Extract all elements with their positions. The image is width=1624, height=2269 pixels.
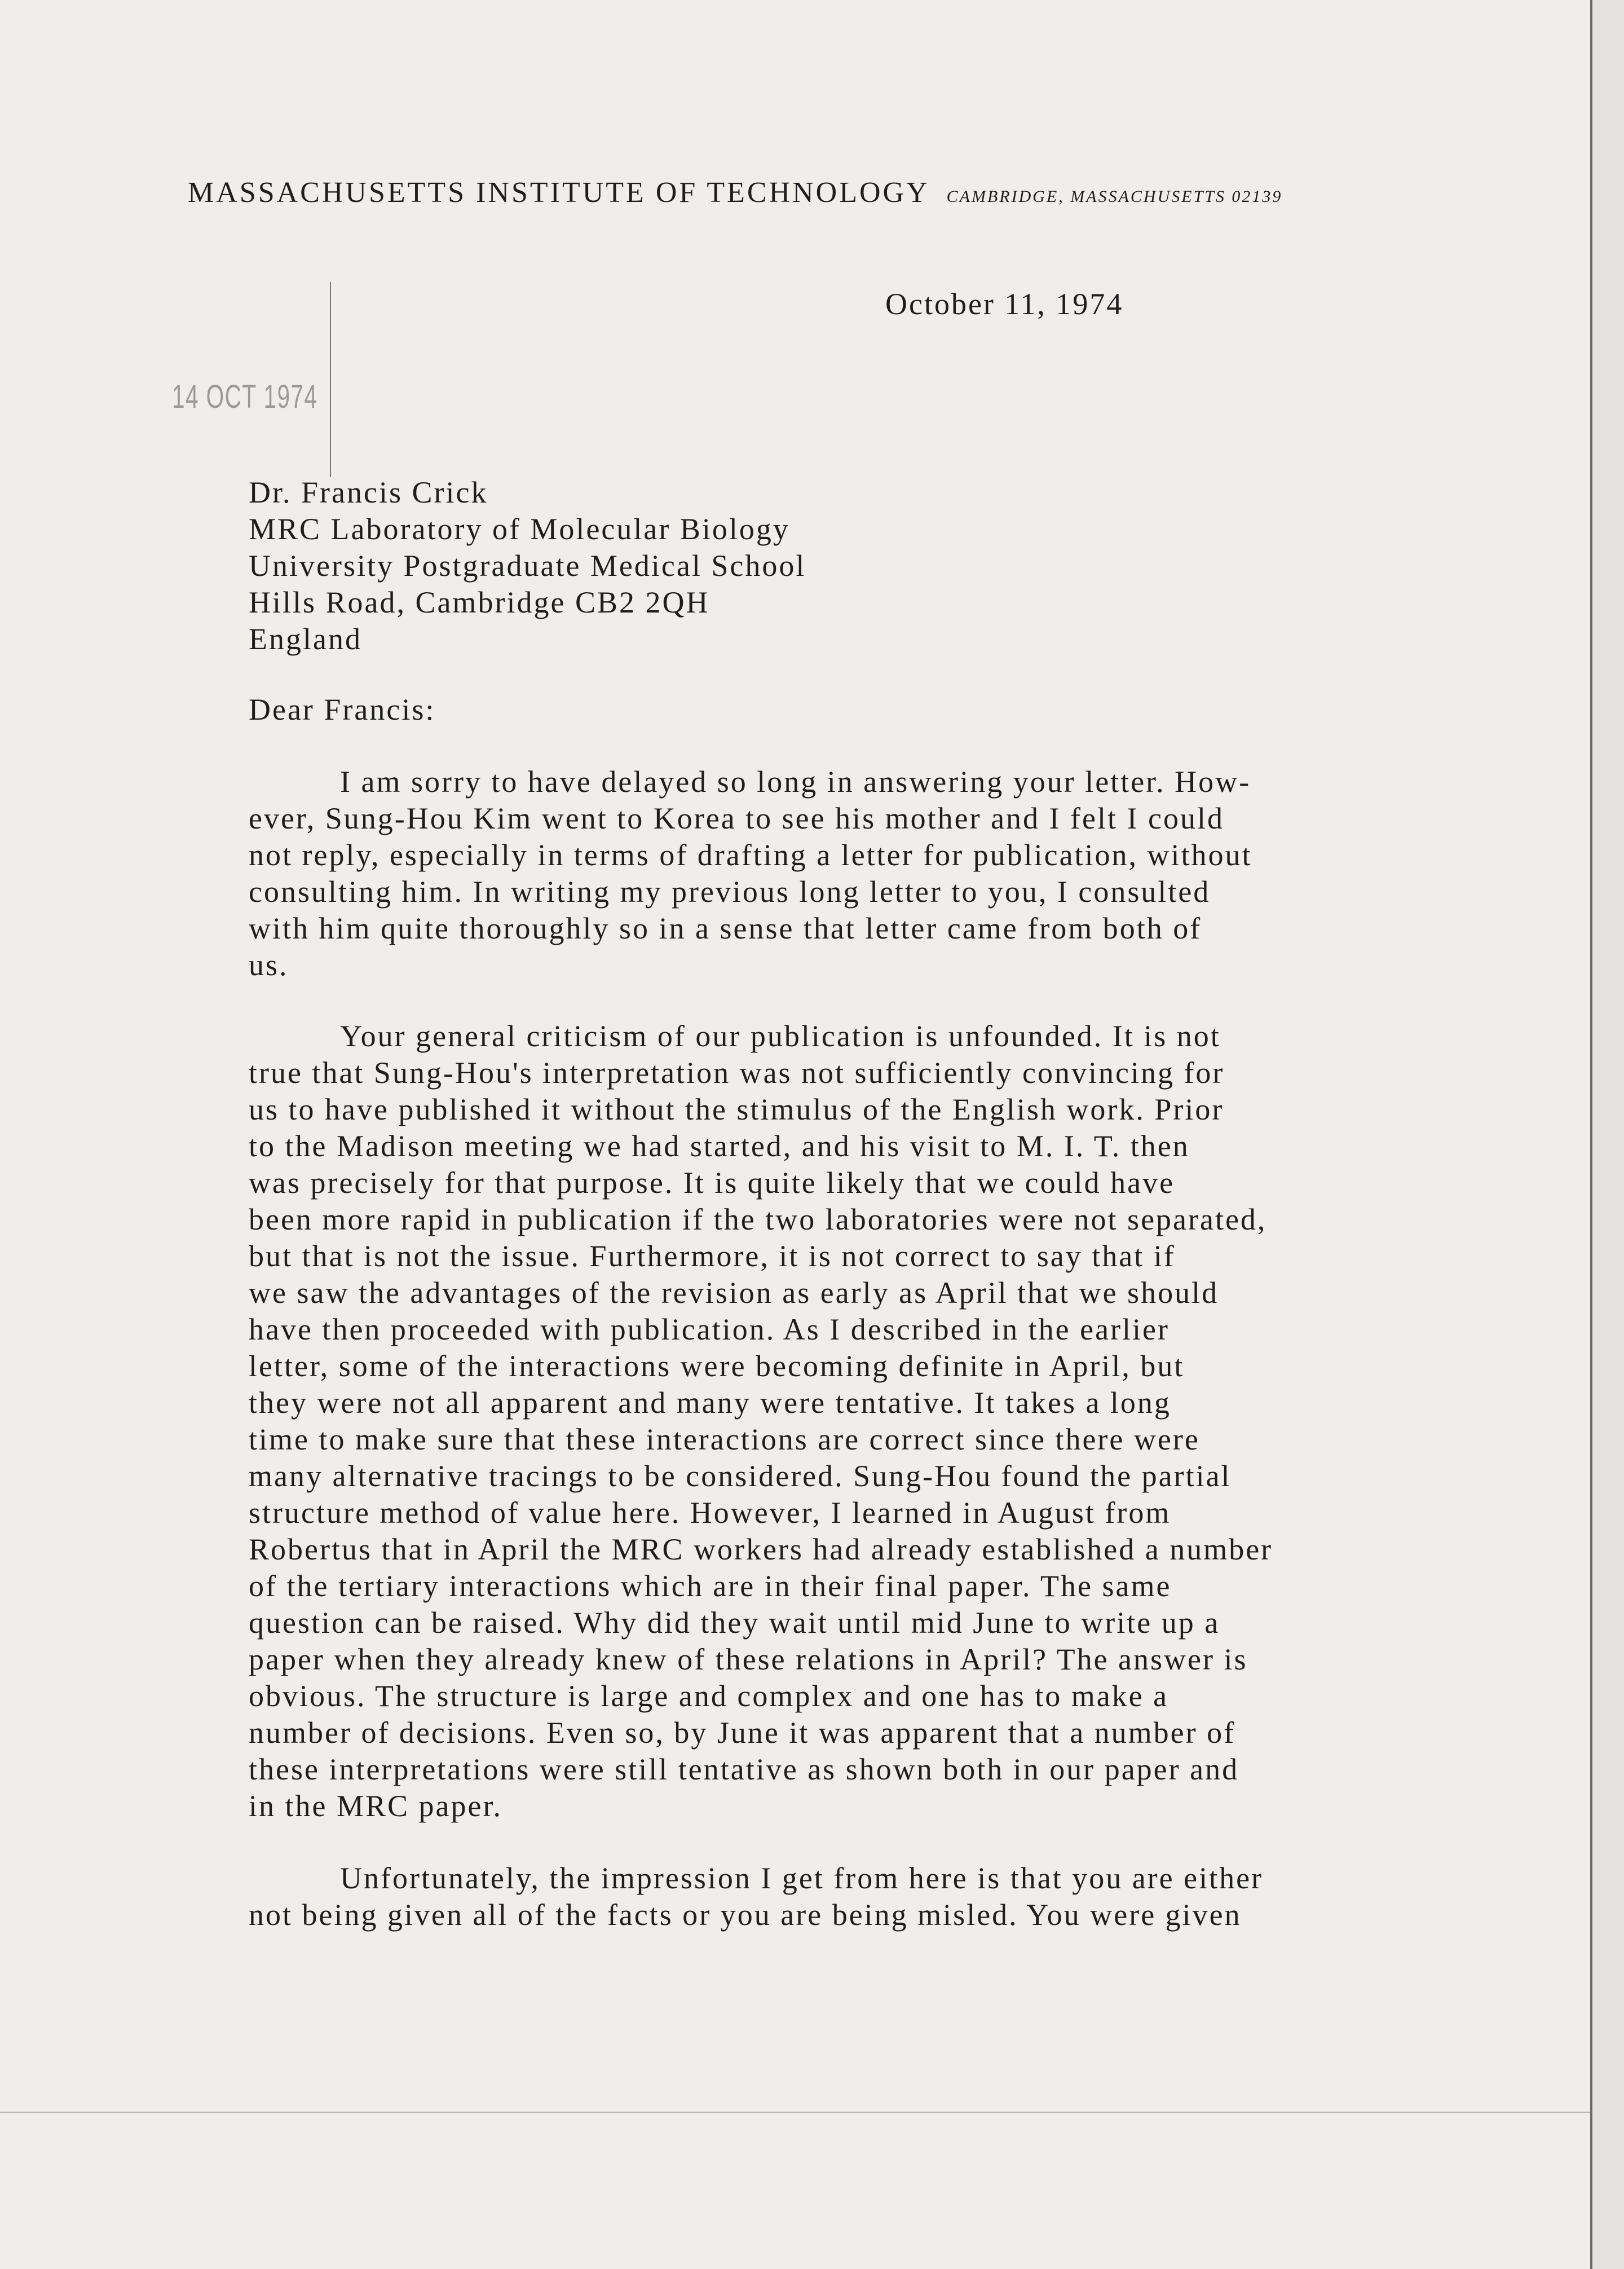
body-line: time to make sure that these interactions are correct since there were <box>249 1422 1200 1456</box>
received-stamp: 14 OCT 1974 <box>172 378 318 415</box>
paragraph-3 <box>249 1860 1263 1933</box>
body-line: was precisely for that purpose. It is quite likely that we could have <box>249 1166 1175 1200</box>
body-line: with him quite thoroughly so in a sense that letter came from both of <box>249 911 1202 945</box>
body-line: we saw the advantages of the revision as early as April that we should <box>249 1276 1219 1310</box>
page-fold-line <box>0 2112 1590 2113</box>
body-line: structure method of value here. However, I learned in August from <box>249 1496 1171 1530</box>
page-edge <box>1592 0 1624 2269</box>
body-line: ever, Sung-Hou Kim went to Korea to see his mother and I felt I could <box>249 801 1224 835</box>
body-line: us to have published it without the stimulus of the English work. Prior <box>249 1092 1224 1126</box>
body-line: to the Madison meeting we had started, and his visit to M. I. T. then <box>249 1129 1190 1163</box>
address-line: England <box>249 622 362 656</box>
paragraph-2 <box>249 1018 1273 1825</box>
body-line: many alternative tracings to be considered. Sung-Hou found the partial <box>249 1459 1232 1493</box>
recipient-address <box>249 474 806 658</box>
body-line: not being given all of the facts or you are being misled. You were given <box>249 1898 1242 1932</box>
body-line: of the tertiary interactions which are in their final paper. The same <box>249 1569 1172 1603</box>
address-line: University Postgraduate Medical School <box>249 549 806 583</box>
body-line: paper when they already knew of these relations in April? The answer is <box>249 1642 1248 1676</box>
body-line: not reply, especially in terms of drafting a letter for publication, without <box>249 838 1252 872</box>
body-line: I am sorry to have delayed so long in answering your letter. How- <box>340 765 1251 799</box>
body-line: these interpretations were still tentative as shown both in our paper and <box>249 1752 1239 1786</box>
body-line: obvious. The structure is large and complex and one has to make a <box>249 1679 1169 1713</box>
institution-address: CAMBRIDGE, MASSACHUSETTS 02139 <box>946 187 1283 206</box>
body-line: Your general criticism of our publication is unfounded. It is not <box>340 1019 1221 1053</box>
margin-line <box>330 282 331 477</box>
body-line: consulting him. In writing my previous long letter to you, I consulted <box>249 875 1211 909</box>
body-line: they were not all apparent and many were tentative. It takes a long <box>249 1386 1171 1420</box>
body-line: have then proceeded with publication. As I described in the earlier <box>249 1312 1170 1346</box>
body-line: true that Sung-Hou's interpretation was not sufficiently convincing for <box>249 1056 1225 1090</box>
body-line: Robertus that in April the MRC workers had already established a number <box>249 1532 1273 1566</box>
body-line: us. <box>249 948 289 982</box>
body-line: but that is not the issue. Furthermore, it is not correct to say that if <box>249 1239 1176 1273</box>
body-line: letter, some of the interactions were becoming definite in April, but <box>249 1349 1185 1383</box>
body-line: in the MRC paper. <box>249 1789 502 1823</box>
address-line: Dr. Francis Crick <box>249 475 488 509</box>
letter-date: October 11, 1974 <box>885 287 1124 321</box>
salutation: Dear Francis: <box>249 693 436 726</box>
address-line: Hills Road, Cambridge CB2 2QH <box>249 585 710 619</box>
body-line: Unfortunately, the impression I get from here is that you are either <box>340 1861 1264 1895</box>
letterhead <box>188 176 1282 209</box>
address-line: MRC Laboratory of Molecular Biology <box>249 512 790 546</box>
body-line: number of decisions. Even so, by June it was apparent that a number of <box>249 1716 1236 1750</box>
institution-name: MASSACHUSETTS INSTITUTE OF TECHNOLOGY <box>188 177 930 209</box>
paragraph-1 <box>249 764 1252 984</box>
body-line: question can be raised. Why did they wait until mid June to write up a <box>249 1606 1220 1640</box>
body-line: been more rapid in publication if the two laboratories were not separated, <box>249 1202 1267 1236</box>
